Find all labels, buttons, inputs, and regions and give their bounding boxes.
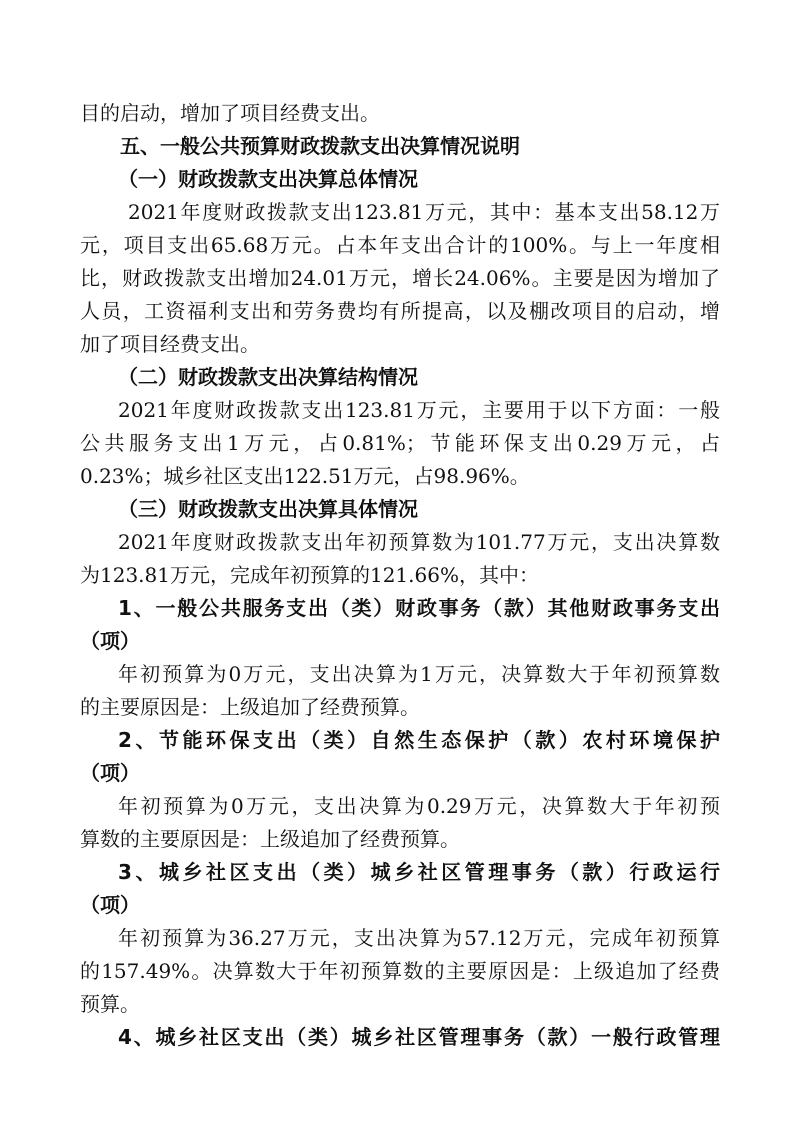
body-text-line: 加了项目经费支出。: [80, 332, 260, 356]
body-text-line: 年初预算为36.27万元，支出决算为57.12万元，完成年初预算: [118, 926, 720, 950]
subsection-heading: （二）财政拨款支出决算结构情况: [118, 365, 418, 389]
item-heading: （项）: [80, 629, 140, 653]
item-heading: 1、一般公共服务支出（类）财政事务（款）其他财政事务支出: [118, 596, 720, 620]
item-heading: （项）: [80, 893, 140, 917]
section-heading: 五、一般公共预算财政拨款支出决算情况说明: [120, 134, 520, 158]
body-text-line: 0.23%；城乡社区支出122.51万元，占98.96%。: [80, 464, 530, 488]
body-text-line: 元，项目支出65.68万元。占本年支出合计的100%。与上一年度相: [80, 233, 720, 257]
body-text-line: 算数的主要原因是：上级追加了经费预算。: [80, 827, 460, 851]
body-text-line: 人员，工资福利支出和劳务费均有所提高，以及棚改项目的启动，增: [80, 299, 720, 323]
body-text-line: 2021年度财政拨款支出123.81万元，其中：基本支出58.12万: [128, 200, 720, 224]
body-text-line: 2021年度财政拨款支出123.81万元，主要用于以下方面：一般: [118, 398, 720, 422]
body-text-line: 2021年度财政拨款支出年初预算数为101.77万元，支出决算数: [118, 530, 720, 554]
body-text-line: 年初预算为0万元，支出决算为1万元，决算数大于年初预算数: [118, 662, 720, 686]
item-heading: 4、城乡社区支出（类）城乡社区管理事务（款）一般行政管理: [118, 1025, 720, 1049]
body-text-line: 的主要原因是：上级追加了经费预算。: [80, 695, 420, 719]
item-heading: 2、节能环保支出（类）自然生态保护（款）农村环境保护: [118, 728, 720, 752]
item-heading: （项）: [80, 761, 140, 785]
body-text-line: 目的启动，增加了项目经费支出。: [80, 101, 380, 125]
body-text-line: 为123.81万元，完成年初预算的121.66%，其中：: [80, 563, 539, 587]
subsection-heading: （一）财政拨款支出决算总体情况: [118, 167, 418, 191]
body-text-line: 公共服务支出1万元，占0.81%；节能环保支出0.29万元，占: [80, 431, 720, 455]
item-heading: 3、城乡社区支出（类）城乡社区管理事务（款）行政运行: [118, 860, 720, 884]
body-text-line: 比，财政拨款支出增加24.01万元，增长24.06%。主要是因为增加了: [80, 266, 720, 290]
body-text-line: 预算。: [80, 992, 140, 1016]
body-text-line: 年初预算为0万元，支出决算为0.29万元，决算数大于年初预: [118, 794, 720, 818]
subsection-heading: （三）财政拨款支出决算具体情况: [118, 497, 418, 521]
body-text-line: 的157.49%。决算数大于年初预算数的主要原因是：上级追加了经费: [80, 959, 720, 983]
